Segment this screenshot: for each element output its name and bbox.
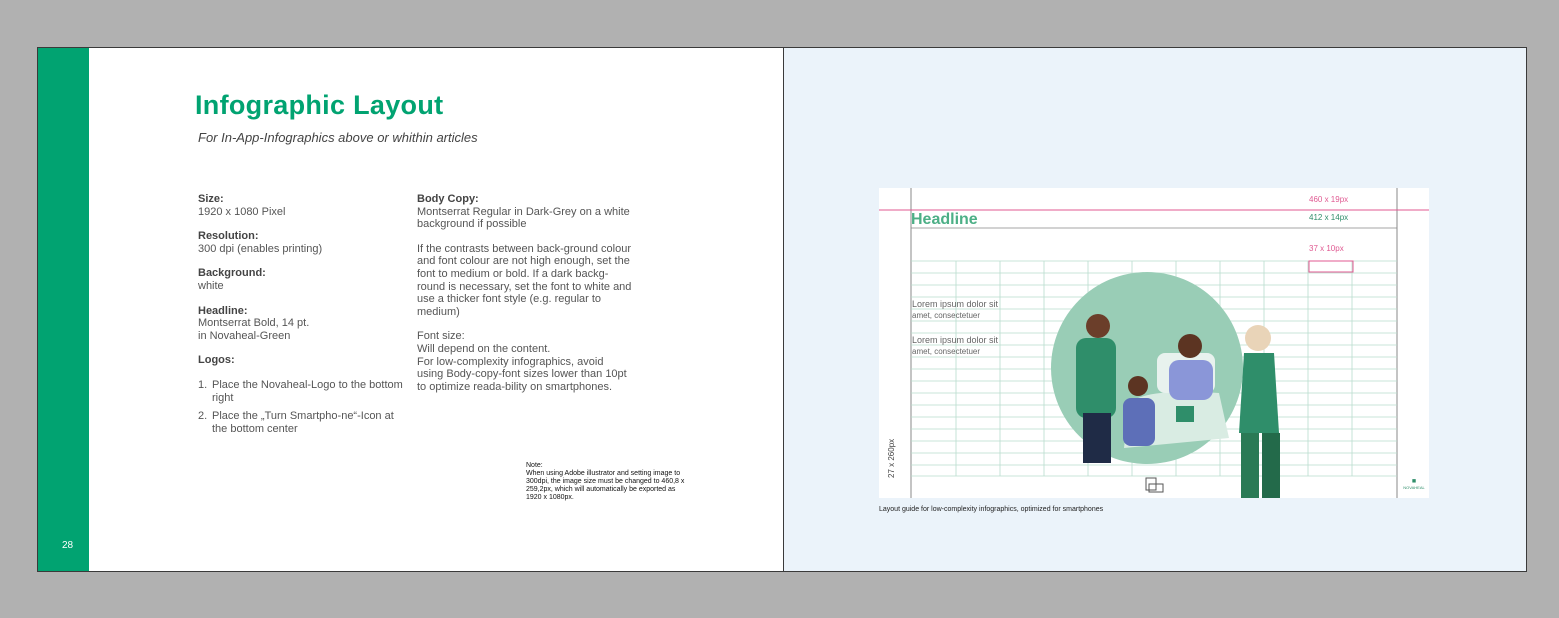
spec-size: Size: 1920 x 1080 Pixel bbox=[198, 193, 286, 218]
page-subtitle: For In-App-Infographics above or whithin articles bbox=[198, 130, 478, 145]
spec-logos: Logos: 1. Place the Novaheal-Logo to the bottom right 2. Place the „Turn Smartpho-ne“-Icon at the bottom center bbox=[198, 354, 408, 435]
lorem-block-1: Lorem ipsum dolor sit amet, consectetuer bbox=[912, 299, 999, 320]
specs-column bbox=[198, 193, 408, 447]
novaheal-logo: ■ NOVAHEAL bbox=[1400, 478, 1428, 490]
right-page bbox=[784, 48, 1526, 571]
note-block: Note: When using Adobe illustrator and setting image to 300dpi, the image size must be changed to 460,8 x 259,2px, which will automatically be exported as 1920 x 1080px. bbox=[526, 462, 685, 501]
document-spread bbox=[37, 47, 1527, 572]
logos-item-2: 2. Place the „Turn Smartpho-ne“-Icon at the bottom center bbox=[198, 410, 394, 435]
page-number: 28 bbox=[62, 540, 74, 551]
lorem-block-2: Lorem ipsum dolor sit amet, consectetuer bbox=[912, 335, 999, 356]
green-side-bar bbox=[38, 48, 89, 571]
left-page bbox=[38, 48, 783, 571]
page-title: Infographic Layout bbox=[195, 90, 444, 120]
dim-label-side: 27 x 260px bbox=[887, 438, 896, 478]
figure-caption: Layout guide for low-complexity infographics, optimized for smartphones bbox=[879, 506, 1104, 513]
dim-label-headline: 412 x 14px bbox=[1309, 213, 1349, 222]
logo-icon: ■ bbox=[1411, 478, 1417, 485]
layout-mockup bbox=[879, 188, 1429, 498]
spec-headline: Headline: Montserrat Bold, 14 pt. in Novaheal-Green bbox=[198, 304, 310, 342]
mockup-headline: Headline bbox=[911, 211, 978, 228]
body-copy-intro: Body Copy: Montserrat Regular in Dark-Grey on a white background if possible bbox=[417, 193, 630, 231]
dim-label-logo: 37 x 10px bbox=[1309, 244, 1344, 253]
spec-background: Background: white bbox=[198, 267, 266, 292]
body-copy-contrast: If the contrasts between back-ground colour and font colour are not high enough, set the font to medium or bold. If a dark backg-round is necessary, set the font to white and use a thicker font style (e.g. regular to medium) bbox=[417, 242, 632, 318]
logos-item-1: 1. Place the Novaheal-Logo to the bottom right bbox=[198, 378, 403, 404]
body-copy-column bbox=[417, 193, 632, 405]
spec-resolution: Resolution: 300 dpi (enables printing) bbox=[198, 230, 323, 255]
dim-label-top: 460 x 19px bbox=[1309, 195, 1349, 204]
body-copy-font-size: Font size: Will depend on the content. For low-complexity infographics, avoid using Body-copy-font sizes lower than 10pt to optimize reada-bility on smartphones. bbox=[417, 330, 627, 393]
